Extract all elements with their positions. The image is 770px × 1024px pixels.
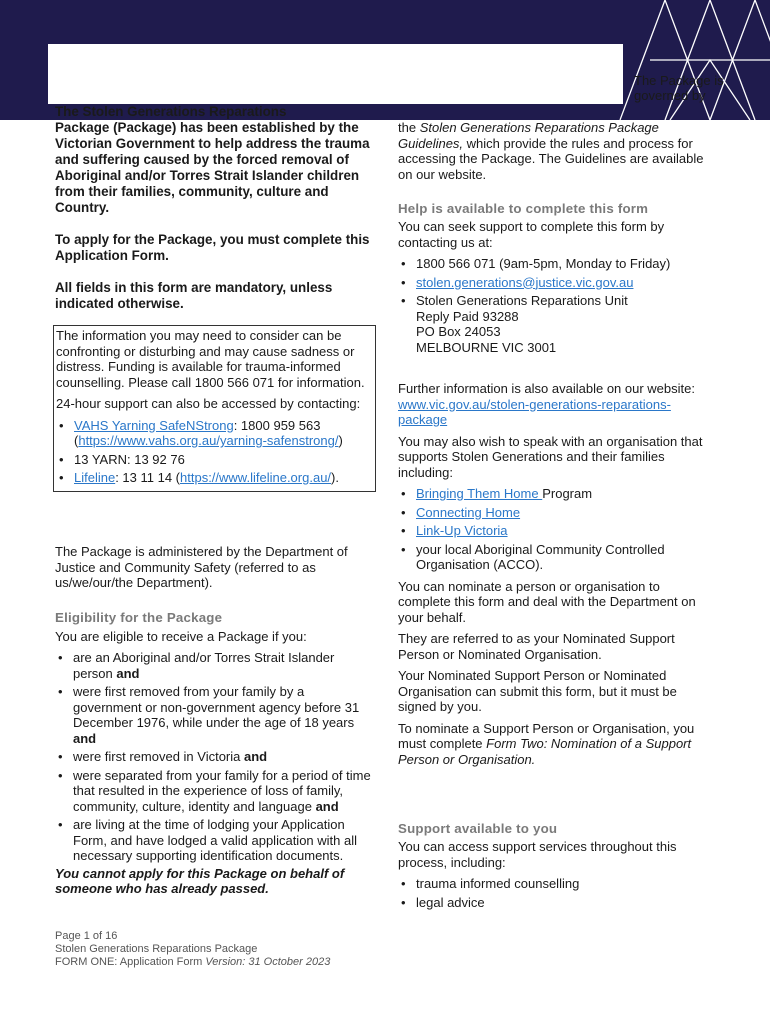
form-two-title: Form Two: Nomination of a Support Person or Organisation. bbox=[398, 736, 692, 767]
help-intro: You can seek support to complete this form by contacting us at: bbox=[398, 219, 665, 250]
and-text: and bbox=[315, 798, 339, 814]
help-heading: Help is available to complete this form bbox=[398, 201, 649, 216]
address-line: PO Box 24053 bbox=[416, 324, 501, 339]
page-footer bbox=[55, 930, 330, 969]
left-lower bbox=[55, 544, 375, 897]
intro-section bbox=[55, 104, 375, 312]
support-lines-list bbox=[56, 418, 373, 486]
address-line: Stolen Generations Reparations Unit bbox=[416, 293, 628, 308]
criterion-text: are an Aboriginal and/or Torres Strait Islander person bbox=[73, 650, 335, 681]
list-item bbox=[398, 505, 708, 521]
mandatory-note: All fields in this form are mandatory, unless indicated otherwise. bbox=[55, 280, 333, 311]
apply-instruction: To apply for the Package, you must complete this Application Form. bbox=[55, 232, 370, 263]
support-list bbox=[398, 876, 708, 910]
nominate-text-3: Your Nominated Support Person or Nominated Organisation can submit this form, but it must be signed by you. bbox=[398, 668, 677, 714]
criterion-text: were separated from your family for a period of time that resulted in the experience of loss of family, community, culture, identity and language bbox=[73, 767, 371, 814]
title-box bbox=[48, 44, 623, 104]
administered-text: The Package is administered by the Department of Justice and Community Safety (referred to as us/we/our/the Department). bbox=[55, 544, 348, 590]
footer-form-name: FORM ONE: Application Form bbox=[55, 956, 206, 968]
nominate-text-2: They are referred to as your Nominated Support Person or Nominated Organisation. bbox=[398, 631, 675, 662]
guidelines-text bbox=[398, 120, 708, 182]
left-column bbox=[55, 104, 375, 312]
further-info bbox=[398, 381, 708, 428]
list-item bbox=[398, 486, 708, 502]
and-text: and bbox=[116, 665, 140, 681]
intro-paragraph bbox=[55, 104, 375, 216]
bringing-them-home-link[interactable]: Bringing Them Home bbox=[416, 486, 543, 501]
further-info-text: Further information is also available on our website: bbox=[398, 381, 695, 396]
list-item bbox=[398, 256, 708, 272]
list-item bbox=[56, 452, 373, 468]
and-text: and bbox=[244, 749, 268, 764]
guidelines-pre: the bbox=[398, 120, 420, 135]
connecting-home-link[interactable]: Connecting Home bbox=[416, 504, 521, 520]
support-item: trauma informed counselling bbox=[416, 876, 580, 891]
guidelines-title: Stolen Generations Reparations Package Guidelines, bbox=[398, 120, 659, 151]
org-text: your local Aboriginal Community Controlled Organisation (ACCO). bbox=[416, 541, 665, 572]
lifeline-phone: : 13 11 14 ( bbox=[115, 470, 181, 485]
list-item bbox=[398, 876, 708, 892]
eligibility-warning: You cannot apply for this Package on behalf of someone who has already passed. bbox=[55, 865, 345, 896]
support-heading: Support available to you bbox=[398, 821, 558, 836]
vahs-url-link[interactable]: https://www.vahs.org.au/yarning-safenstrong/ bbox=[78, 433, 339, 448]
intro-first-line: The Stolen Generations Reparations bbox=[55, 104, 287, 119]
lifeline-link[interactable]: Lifeline bbox=[74, 470, 116, 485]
criterion-text: are living at the time of lodging your Application Form, and have lodged a valid application with all necessary supporting identification documents. bbox=[73, 817, 358, 863]
eligibility-intro: You are eligible to receive a Package if you: bbox=[55, 628, 307, 644]
list-item bbox=[55, 650, 375, 681]
criterion-text: were first removed in Victoria bbox=[73, 749, 244, 764]
guidelines-post: which provide the rules and process for accessing the Package. The Guidelines are available on our website. bbox=[398, 135, 704, 182]
paren: ). bbox=[331, 470, 339, 485]
support-intro: You can access support services throughout this process, including: bbox=[398, 839, 677, 870]
footer-version: Version: 31 October 2023 bbox=[205, 956, 331, 968]
contact-list bbox=[398, 256, 708, 355]
notice-support-intro: 24-hour support can also be accessed by contacting: bbox=[56, 396, 361, 411]
paren: ) bbox=[338, 433, 343, 448]
list-item bbox=[398, 895, 708, 911]
address-line: Reply Paid 93288 bbox=[416, 308, 519, 324]
address-line: MELBOURNE VIC 3001 bbox=[416, 339, 557, 355]
list-item bbox=[55, 749, 375, 765]
yarn-line: 13 YARN: 13 92 76 bbox=[74, 451, 185, 467]
orgs-list bbox=[398, 486, 708, 573]
list-item bbox=[398, 542, 708, 573]
nominate-pre: To nominate a Support Person or Organisation, you must complete bbox=[398, 720, 695, 751]
criterion-text: were first removed from your family by a government or non-government agency before 31 December 1976, while under the age of 18 years bbox=[73, 684, 360, 730]
eligibility-list bbox=[55, 650, 375, 864]
footer-form bbox=[55, 956, 330, 969]
and-text: and bbox=[73, 730, 97, 746]
website-link[interactable]: www.vic.gov.au/stolen-generations-reparations-package bbox=[398, 396, 671, 427]
vahs-phone: : 1800 959 563 ( bbox=[74, 417, 321, 448]
intro-text: Package (Package) has been established by the Victorian Government to help address the trauma and suffering caused by the forced removal of Aboriginal and/or Torres Strait Islander children from their families, community, culture and Country. bbox=[55, 120, 370, 215]
link-up-victoria-link[interactable]: Link-Up Victoria bbox=[416, 523, 508, 538]
right-column bbox=[398, 120, 708, 910]
nominate-text-4 bbox=[398, 721, 708, 768]
list-item bbox=[398, 523, 708, 539]
nominate-text-1: You can nominate a person or organisation to complete this form and deal with the Department on your behalf. bbox=[398, 578, 696, 625]
lifeline-url-link[interactable]: https://www.lifeline.org.au/ bbox=[180, 470, 332, 485]
list-item bbox=[56, 418, 373, 449]
list-item bbox=[55, 768, 375, 815]
contact-phone: 1800 566 071 (9am-5pm, Monday to Friday) bbox=[416, 256, 671, 271]
vahs-link[interactable]: VAHS Yarning SafeNStrong bbox=[74, 417, 234, 433]
list-item bbox=[55, 817, 375, 864]
list-item bbox=[398, 293, 708, 355]
orgs-intro: You may also wish to speak with an organisation that supports Stolen Generations and their families including: bbox=[398, 433, 703, 480]
overflow-text: The Package is governed by bbox=[634, 73, 724, 103]
notice-text: The information you may need to consider can be confronting or disturbing and may cause sadness or distress. Funding is available for trauma-informed counselling. Please call 1800 566 071 for information. bbox=[56, 328, 365, 390]
list-item bbox=[56, 470, 373, 486]
trigger-warning-box bbox=[53, 325, 376, 492]
list-item bbox=[398, 275, 708, 291]
page-number: Page 1 of 16 bbox=[55, 930, 118, 942]
support-item: legal advice bbox=[416, 894, 485, 910]
footer-package: Stolen Generations Reparations Package bbox=[55, 943, 258, 955]
contact-email-link[interactable]: stolen.generations@justice.vic.gov.au bbox=[416, 274, 634, 290]
eligibility-heading: Eligibility for the Package bbox=[55, 609, 223, 625]
org-text: Program bbox=[542, 486, 593, 501]
list-item bbox=[55, 684, 375, 746]
